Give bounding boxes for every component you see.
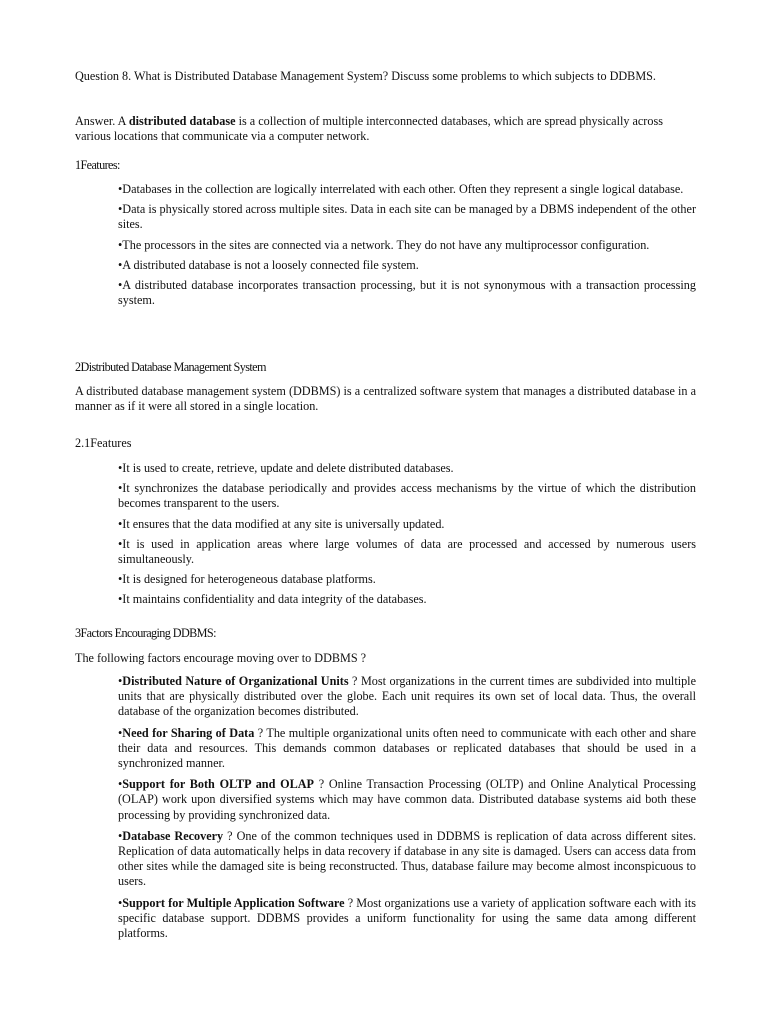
bullet-icon: •: [118, 237, 123, 252]
bullet-icon: •: [118, 182, 123, 196]
bullet-icon: •: [118, 278, 123, 293]
answer-rest: is a collection of multiple interconnected databases, which are spread physically across various locations that communicate via a computer network.: [75, 114, 663, 144]
bullet-icon: •: [118, 572, 123, 587]
list-item: •It synchronizes the database periodically and provides access mechanisms by the virtue of which the distribution becomes transparent to the users.: [118, 481, 696, 511]
bullet-icon: •: [118, 725, 123, 740]
section-1-heading: 1Features:: [75, 158, 120, 172]
list-item: •A distributed database is not a loosely connected file system.: [118, 257, 419, 272]
section-3-heading: 3Factors Encouraging DDBMS:: [75, 626, 216, 640]
list-item: •Databases in the collection are logically interrelated with each other. Often they represent a single logical database.: [118, 182, 684, 196]
section-2-1-heading: 2.1Features: [75, 436, 132, 450]
list-item: •A distributed database incorporates transaction processing, but it is not synonymous with a transaction processing system.: [118, 278, 696, 308]
list-item: •The processors in the sites are connected via a network. They do not have any multiprocessor configuration.: [118, 237, 650, 252]
list-item: •It is used in application areas where large volumes of data are processed and accessed by numerous users simultaneously.: [118, 536, 696, 567]
bullet-icon: •: [118, 202, 123, 217]
answer-prefix: Answer. A: [75, 114, 129, 128]
bullet-icon: •: [118, 777, 123, 792]
section-2-1-list: [118, 461, 696, 608]
answer-paragraph: [75, 114, 696, 144]
bullet-icon: •: [118, 592, 123, 607]
list-item: •It is used to create, retrieve, update and delete distributed databases.: [118, 461, 454, 475]
list-item: •Distributed Nature of Organizational Units ? Most organizations in the current times are subdivided into multiple units that are physically distributed over the globe. Each unit requires its own set of local data. Thus, the overall database of the organization becomes distributed.: [118, 674, 696, 719]
section-2-heading: 2Distributed Database Management System: [75, 360, 266, 374]
bullet-icon: •: [118, 536, 123, 551]
list-item: •Database Recovery ? One of the common techniques used in DDBMS is replication of data across different sites. Replication of data automatically helps in data recovery if database in any site is damaged. Users can access data from other sites while the damaged site is being reconstructed. Thus, database failure may become almost inconspicuous to users.: [118, 828, 697, 889]
bullet-icon: •: [118, 828, 123, 843]
section-3-list: [118, 674, 696, 941]
list-item: •It ensures that the data modified at any site is universally updated.: [118, 516, 445, 531]
answer-term: distributed database: [128, 114, 236, 128]
list-item: •It maintains confidentiality and data integrity of the databases.: [118, 592, 427, 607]
list-item: •It is designed for heterogeneous database platforms.: [118, 572, 376, 587]
list-item: •Need for Sharing of Data ? The multiple organizational units often need to communicate with each other and share their data and resources. This demands common databases or replicated databases that should be used in a synchronized manner.: [118, 725, 696, 771]
bullet-icon: •: [118, 461, 123, 475]
question-text: Question 8. What is Distributed Database Management System? Discuss some problems to which subjects to DDBMS.: [75, 69, 656, 83]
bullet-icon: •: [118, 257, 123, 272]
bullet-icon: •: [118, 516, 123, 531]
section-1-list: [118, 182, 696, 308]
section-3-intro: The following factors encourage moving over to DDBMS ?: [75, 651, 367, 665]
list-item: •Data is physically stored across multiple sites. Data in each site can be managed by a DBMS independent of the other sites.: [118, 202, 696, 232]
bullet-icon: •: [118, 895, 123, 910]
bullet-icon: •: [118, 481, 123, 496]
list-item: •Support for Multiple Application Software ? Most organizations use a variety of application software each with its specific database support. DDBMS provides a uniform functionality for using the same data among different platforms.: [118, 895, 696, 941]
bullet-icon: •: [118, 674, 123, 688]
list-item: •Support for Both OLTP and OLAP ? Online Transaction Processing (OLTP) and Online Analytical Processing (OLAP) work upon diversified systems which may have common data. Distributed database systems aid both these processing by providing synchronized data.: [118, 777, 696, 822]
section-2-paragraph: A distributed database management system (DDBMS) is a centralized software system that manages a distributed database in a manner as if it were all stored in a single location.: [75, 384, 696, 414]
